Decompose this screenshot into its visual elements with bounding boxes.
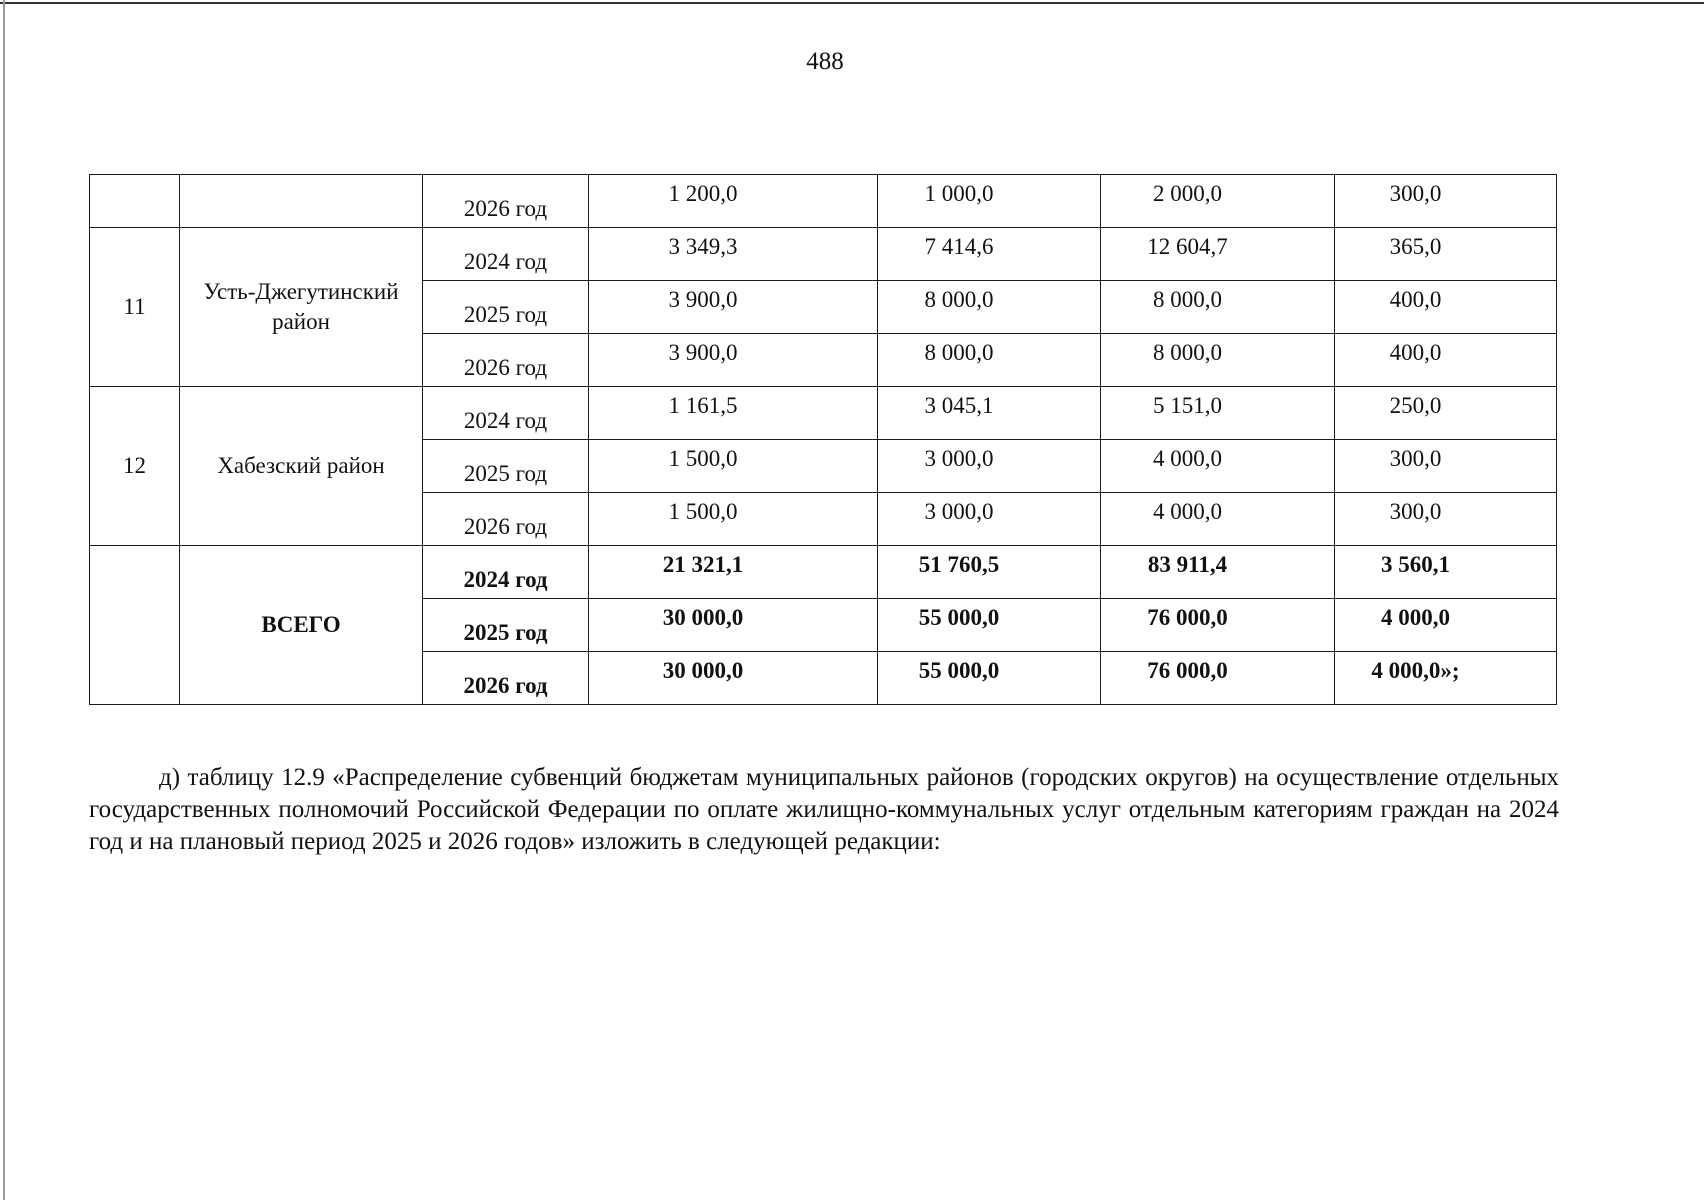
value-cell (878, 334, 1101, 387)
value-text: 55 000,0 (918, 605, 1000, 630)
value-text: 8 000,0 (924, 340, 994, 365)
value-text: 3 000,0 (924, 499, 994, 524)
value-text: 5 151,0 (1153, 393, 1222, 418)
value-cell (878, 387, 1101, 440)
value-text: 4 000,0 (1381, 605, 1450, 630)
year-cell: 2026 год (423, 493, 589, 546)
value-text: 300,0 (1389, 446, 1442, 471)
value-text: 12 604,7 (1147, 234, 1228, 259)
year-cell: 2025 год (423, 440, 589, 493)
value-cell (589, 387, 878, 440)
year-cell: 2024 год (423, 546, 589, 599)
value-cell (1335, 228, 1557, 281)
value-cell (878, 652, 1101, 705)
value-text: 3 000,0 (924, 446, 994, 471)
year-cell: 2024 год (423, 387, 589, 440)
year-cell: 2026 год (423, 334, 589, 387)
value-text: 8 000,0 (924, 287, 994, 312)
value-cell (589, 228, 878, 281)
row-number-cell: 11 (90, 228, 180, 387)
table-row-total (90, 546, 1557, 599)
value-cell (878, 546, 1101, 599)
value-cell (589, 440, 878, 493)
value-text: 400,0 (1389, 287, 1442, 312)
value-text: 300,0 (1389, 499, 1442, 524)
row-number-cell (90, 175, 180, 228)
table-row (90, 175, 1557, 228)
page-number: 488 (806, 48, 844, 75)
value-text: 300,0 (1389, 181, 1442, 206)
table-body (90, 175, 1557, 705)
value-cell (878, 440, 1101, 493)
value-text: 1 500,0 (668, 446, 738, 471)
value-text: 1 200,0 (668, 181, 738, 206)
value-cell (589, 546, 878, 599)
amendment-paragraph: д) таблицу 12.9 «Распределение субвенций бюджетам муниципальных районов (городских округов) на осуществление отдельных государственных полномочий Российской Федерации по оплате жилищно-коммунальных услуг отдельным категориям граждан на 2024 год и на плановый период 2025 и 2026 годов» изложить в следующей редакции: (89, 764, 1559, 855)
year-cell: 2024 год (423, 228, 589, 281)
value-text: 21 321,1 (662, 552, 744, 577)
value-cell (589, 334, 878, 387)
table-row (90, 387, 1557, 440)
value-text: 30 000,0 (662, 658, 744, 683)
district-name-cell: Усть-Джегутинский район (180, 228, 423, 387)
value-cell (1335, 493, 1557, 546)
value-text: 8 000,0 (1153, 340, 1222, 365)
value-cell (1101, 228, 1335, 281)
value-text: 3 349,3 (668, 234, 738, 259)
value-text: 4 000,0 (1153, 446, 1222, 471)
value-cell (589, 281, 878, 334)
value-cell (589, 493, 878, 546)
value-cell (1101, 334, 1335, 387)
value-text: 400,0 (1389, 340, 1442, 365)
value-cell (1335, 652, 1557, 705)
value-text: 3 560,1 (1381, 552, 1450, 577)
value-cell (589, 599, 878, 652)
value-cell (589, 175, 878, 228)
value-cell (1101, 281, 1335, 334)
value-text: 3 900,0 (668, 287, 738, 312)
district-name-cell: Хабезский район (180, 387, 423, 546)
value-cell (1101, 440, 1335, 493)
year-cell: 2025 год (423, 599, 589, 652)
value-cell (878, 493, 1101, 546)
value-text: 76 000,0 (1147, 658, 1228, 683)
value-text: 55 000,0 (918, 658, 1000, 683)
value-cell (1101, 493, 1335, 546)
value-text: 1 500,0 (668, 499, 738, 524)
total-label-cell: ВСЕГО (180, 546, 423, 705)
value-cell (589, 652, 878, 705)
value-cell (1101, 387, 1335, 440)
value-text: 30 000,0 (662, 605, 744, 630)
value-cell (1335, 440, 1557, 493)
value-text: 3 900,0 (668, 340, 738, 365)
scan-border-left (3, 0, 5, 1200)
value-cell (878, 228, 1101, 281)
value-cell (1335, 175, 1557, 228)
district-name-cell (180, 175, 423, 228)
value-cell (1101, 546, 1335, 599)
year-cell: 2025 год (423, 281, 589, 334)
year-cell: 2026 год (423, 652, 589, 705)
value-cell (1101, 175, 1335, 228)
value-cell (1101, 599, 1335, 652)
value-text: 2 000,0 (1153, 181, 1222, 206)
value-cell (1335, 281, 1557, 334)
value-cell (1335, 599, 1557, 652)
value-text: 83 911,4 (1147, 552, 1228, 577)
value-text: 250,0 (1389, 393, 1442, 418)
value-cell (1335, 334, 1557, 387)
value-cell (1101, 652, 1335, 705)
value-text: 3 045,1 (924, 393, 994, 418)
value-text: 1 161,5 (668, 393, 738, 418)
value-text: 4 000,0»; (1371, 658, 1460, 683)
value-cell (878, 175, 1101, 228)
row-number-cell: 12 (90, 387, 180, 546)
value-cell (878, 281, 1101, 334)
scan-border-top (0, 2, 1704, 4)
row-number-cell (90, 546, 180, 705)
table-row (90, 228, 1557, 281)
value-cell (878, 599, 1101, 652)
value-cell (1335, 387, 1557, 440)
value-cell (1335, 546, 1557, 599)
subvention-table (89, 174, 1557, 705)
year-cell: 2026 год (423, 175, 589, 228)
value-text: 4 000,0 (1153, 499, 1222, 524)
value-text: 51 760,5 (918, 552, 1000, 577)
value-text: 365,0 (1389, 234, 1442, 259)
value-text: 76 000,0 (1147, 605, 1228, 630)
value-text: 7 414,6 (924, 234, 994, 259)
value-text: 1 000,0 (924, 181, 994, 206)
value-text: 8 000,0 (1153, 287, 1222, 312)
